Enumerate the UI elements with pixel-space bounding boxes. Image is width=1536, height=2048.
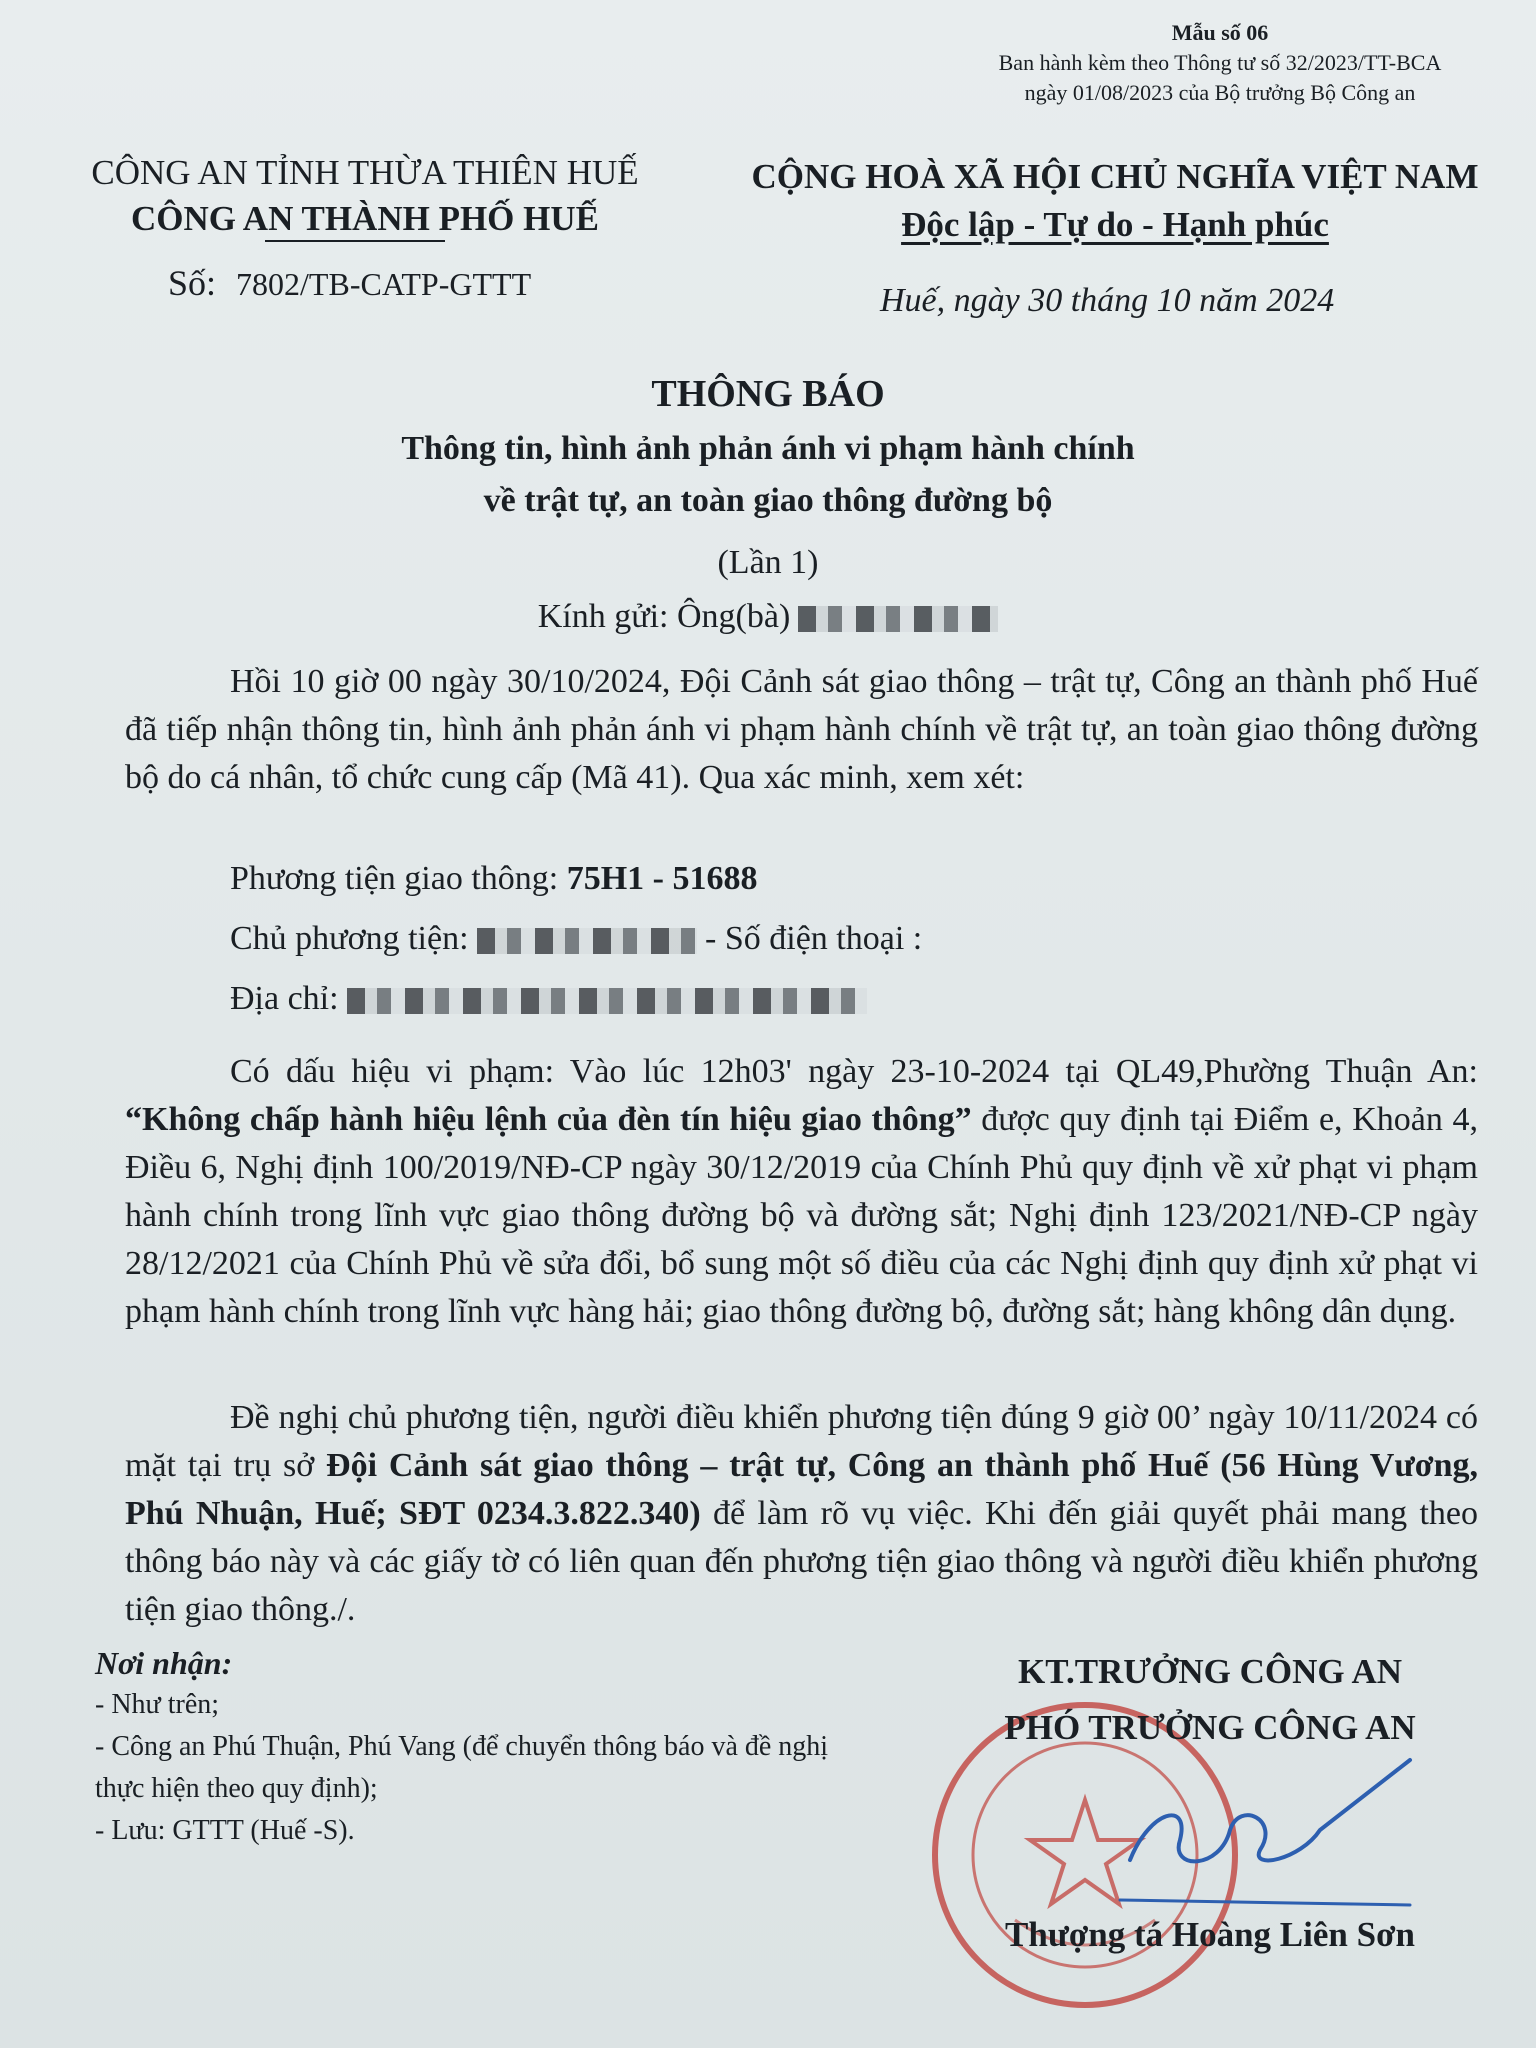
agency-line-1: CÔNG AN TỈNH THỪA THIÊN HUẾ [91, 153, 639, 192]
request-rest: để làm rõ vụ việc. Khi đến giải quyết phải mang theo thông báo này và các giấy tờ có liên quan đến phương tiện giao thông và người điều khiển phương tiện giao thông./. [125, 1495, 1478, 1628]
attempt-number: (Lần 1) [717, 544, 819, 581]
recipients-block [95, 1642, 855, 1852]
vehicle-field [230, 860, 758, 898]
vehicle-label: Phương tiện giao thông: [230, 860, 559, 897]
address-label: Địa chỉ: [230, 980, 339, 1017]
doc-number-label: Số: [168, 263, 217, 303]
handwritten-signature [1110, 1720, 1430, 1920]
form-issued-date: ngày 01/08/2023 của Bộ trưởng Bộ Công an [1024, 80, 1416, 105]
dateline: Huế, ngày 30 tháng 10 năm 2024 [880, 282, 1335, 319]
addressee-label: Kính gửi: Ông(bà) [537, 598, 791, 635]
address-field [230, 980, 867, 1018]
owner-phone-label: - Số điện thoại : [705, 920, 923, 957]
request-intro: Đề nghị chủ phương tiện, người điều khiển phương tiện đúng 9 giờ 00’ ngày 10/11/2024 có mặt tại trụ sở [125, 1399, 1478, 1484]
agency-line-2: CÔNG AN THÀNH PHỐ HUẾ [130, 199, 599, 238]
paragraph-1-text: Hồi 10 giờ 00 ngày 30/10/2024, Đội Cảnh sát giao thông – trật tự, Công an thành phố Huế đã tiếp nhận thông tin, hình ảnh phản ánh vi phạm hành chính về trật tự, an toàn giao thông đường bộ do cá nhân, tổ chức cung cấp (Mã 41). Qua xác minh, xem xét: [125, 663, 1478, 796]
form-reference [960, 18, 1480, 108]
agency-divider [265, 240, 445, 242]
addressee [0, 598, 1536, 636]
signature-title-2: PHÓ TRƯỞNG CÔNG AN [1004, 1708, 1416, 1747]
document-subtitle-1: Thông tin, hình ảnh phản ánh vi phạm hành chính [401, 430, 1135, 467]
document-number [168, 262, 531, 304]
paragraph-violation [125, 1048, 1478, 1336]
form-issued-with: Ban hành kèm theo Thông tư số 32/2023/TT-BCA [998, 50, 1442, 75]
violation-text [125, 1048, 1478, 1336]
paragraph-request [125, 1394, 1478, 1634]
document-subtitle-2: về trật tự, an toàn giao thông đường bộ [483, 482, 1053, 519]
form-number: Mẫu số 06 [1171, 20, 1269, 45]
violation-legal-basis: được quy định tại Điểm e, Khoản 4, Điều 6, Nghị định 100/2019/NĐ-CP ngày 30/12/2019 của Chính Phủ quy định về xử phạt vi phạm hành chính trong lĩnh vực giao thông đường bộ và đường sắt; Nghị định 123/2021/NĐ-CP ngày 28/12/2021 của Chính Phủ về sửa đổi, bổ sung một số điều của các Nghị định quy định xử phạt vi phạm hành chính trong lĩnh vực hàng hải; giao thông đường bộ, đường sắt; hàng không dân dụng. [125, 1101, 1478, 1330]
national-header [730, 153, 1500, 249]
recipient-item: - Lưu: GTTT (Huế -S). [95, 1815, 355, 1846]
owner-field [230, 920, 922, 958]
paragraph-receipt [125, 658, 1478, 802]
violation-intro: Có dấu hiệu vi phạm: Vào lúc 12h03' ngày 23-10-2024 tại QL49,Phường Thuận An: [230, 1053, 1478, 1090]
owner-label: Chủ phương tiện: [230, 920, 469, 957]
recipient-item: - Như trên; [95, 1689, 220, 1720]
nation-motto: Độc lập - Tự do - Hạnh phúc [901, 205, 1329, 244]
request-text [125, 1394, 1478, 1634]
violation-offense: “Không chấp hành hiệu lệnh của đèn tín hiệu giao thông” [125, 1101, 972, 1138]
recipients-heading: Nơi nhận: [95, 1645, 233, 1681]
signer-name: Thượng tá Hoàng Liên Sơn [1005, 1915, 1415, 1954]
vehicle-plate: 75H1 - 51688 [566, 860, 758, 897]
request-place: Đội Cảnh sát giao thông – trật tự, Công an thành phố Huế (56 Hùng Vương, Phú Nhuận, Huế; SĐT 0234.3.822.340) [125, 1447, 1478, 1532]
redacted-name [798, 606, 998, 632]
redacted-address [347, 988, 867, 1014]
issuing-agency [55, 150, 675, 242]
nation-line-1: CỘNG HOÀ XÃ HỘI CHỦ NGHĨA VIỆT NAM [751, 157, 1479, 196]
document-title: THÔNG BÁO [651, 373, 885, 415]
signature-title-1: KT.TRƯỞNG CÔNG AN [1017, 1652, 1403, 1691]
recipient-item: - Công an Phú Thuận, Phú Vang (để chuyển thông báo và đề nghị thực hiện theo quy định); [95, 1731, 829, 1804]
doc-number-value: 7802/TB-CATP-GTTT [236, 266, 532, 302]
redacted-owner [477, 928, 697, 954]
